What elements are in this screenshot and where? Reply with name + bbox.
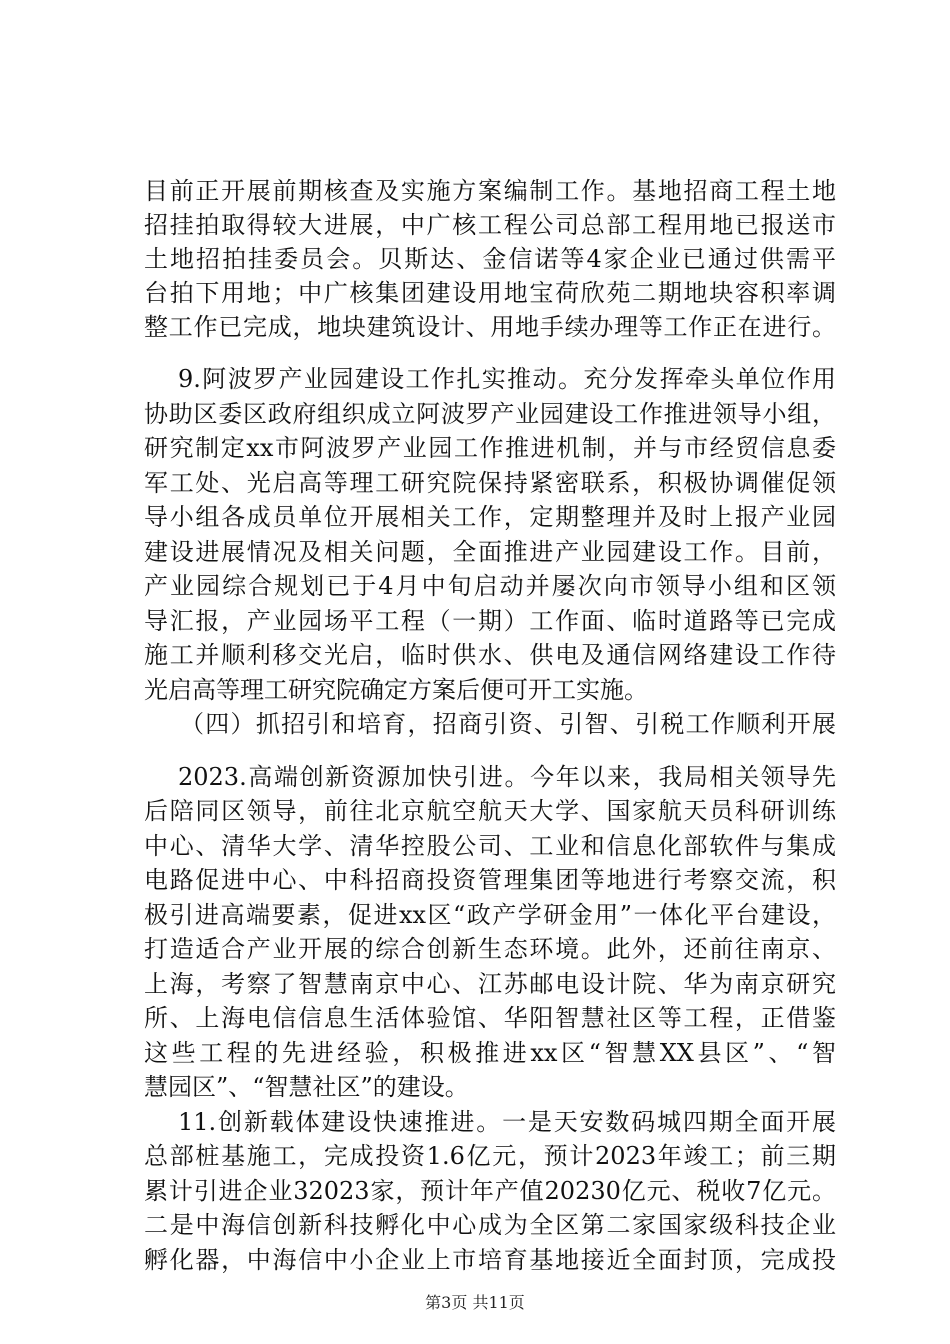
text-line-content: 整工作已完成，地块建筑设计、用地手续办理等工作正在进行。 bbox=[144, 313, 836, 341]
text-line-content: 产业园综合规划已于4月中旬启动并屡次向市领导小组和区领 bbox=[144, 572, 836, 600]
text-line bbox=[0, 242, 950, 276]
text-line bbox=[0, 500, 950, 534]
text-line bbox=[0, 898, 950, 932]
text-line-content: 孵化器，中海信中小企业上市培育基地接近全面封顶，完成投 bbox=[144, 1246, 836, 1274]
text-line bbox=[0, 1001, 950, 1035]
text-line bbox=[0, 431, 950, 465]
text-line-content: 电路促进中心、中科招商投资管理集团等地进行考察交流，积 bbox=[144, 866, 836, 894]
text-line-content: 光启高等理工研究院确定方案后便可开工实施。 bbox=[144, 676, 648, 704]
text-line bbox=[0, 1139, 950, 1173]
text-line bbox=[0, 932, 950, 966]
paragraph-start-line bbox=[0, 1105, 950, 1139]
text-line bbox=[0, 310, 950, 344]
text-line bbox=[0, 569, 950, 603]
text-line-content: 这些工程的先进经验，积极推进xx区“智慧XX县区”、“智 bbox=[144, 1039, 836, 1067]
text-line-content: 导汇报，产业园场平工程（一期）工作面、临时道路等已完成 bbox=[144, 607, 836, 635]
text-line-content: 建设进展情况及相关问题，全面推进产业园建设工作。目前， bbox=[144, 538, 836, 566]
text-line-content: 慧园区”、“智慧社区”的建设。 bbox=[144, 1073, 469, 1101]
page-number-footer: 第3页 共11页 bbox=[425, 1293, 525, 1312]
section-heading bbox=[0, 707, 950, 741]
text-line-content: 上海，考察了智慧南京中心、江苏邮电设计院、华为南京研究 bbox=[144, 970, 836, 998]
text-line-content: 导小组各成员单位开展相关工作，定期整理并及时上报产业园 bbox=[144, 503, 836, 531]
text-line bbox=[0, 863, 950, 897]
text-line-content: 后陪同区领导，前往北京航空航天大学、国家航天员科研训练 bbox=[144, 797, 836, 825]
text-line bbox=[0, 829, 950, 863]
paragraph-start-line bbox=[0, 760, 950, 794]
text-line-content: 总部桩基施工，完成投资1.6亿元，预计2023年竣工；前三期 bbox=[144, 1142, 836, 1170]
text-line bbox=[0, 794, 950, 828]
text-line-content: 累计引进企业32023家，预计年产值20230亿元、税收7亿元。 bbox=[144, 1177, 836, 1205]
text-line bbox=[0, 1070, 950, 1104]
text-line-content: 施工并顺利移交光启，临时供水、供电及通信网络建设工作待 bbox=[144, 641, 836, 669]
text-line bbox=[0, 1208, 950, 1242]
text-line-content: 军工处、光启高等理工研究院保持紧密联系，积极协调催促领 bbox=[144, 469, 836, 497]
text-line bbox=[0, 174, 950, 208]
text-line bbox=[0, 1174, 950, 1208]
text-line-content: 台拍下用地；中广核集团建设用地宝荷欣苑二期地块容积率调 bbox=[144, 279, 836, 307]
text-line-content: 目前正开展前期核查及实施方案编制工作。基地招商工程土地 bbox=[144, 177, 836, 205]
text-line bbox=[0, 208, 950, 242]
text-line-content: 中心、清华大学、清华控股公司、工业和信息化部软件与集成 bbox=[144, 832, 836, 860]
text-line bbox=[0, 397, 950, 431]
text-line bbox=[0, 1036, 950, 1070]
text-line bbox=[0, 967, 950, 1001]
text-line-content: 协助区委区政府组织成立阿波罗产业园建设工作推进领导小组， bbox=[144, 400, 836, 428]
text-line bbox=[0, 1243, 950, 1277]
text-line-content: 招挂拍取得较大进展，中广核工程公司总部工程用地已报送市 bbox=[144, 211, 836, 239]
text-line-content: 土地招拍挂委员会。贝斯达、金信诺等4家企业已通过供需平 bbox=[144, 245, 836, 273]
text-line-content: 研究制定xx市阿波罗产业园工作推进机制，并与市经贸信息委 bbox=[144, 434, 836, 462]
text-line bbox=[0, 604, 950, 638]
text-line-content: 极引进高端要素，促进xx区“政产学研金用”一体化平台建设， bbox=[144, 901, 836, 929]
text-line-content: 打造适合产业开展的综合创新生态环境。此外，还前往南京、 bbox=[144, 935, 836, 963]
text-line bbox=[0, 276, 950, 310]
text-line bbox=[0, 535, 950, 569]
text-line-content: 所、上海电信信息生活体验馆、华阳智慧社区等工程，正借鉴 bbox=[144, 1004, 836, 1032]
text-line-content: 2023.高端创新资源加快引进。今年以来，我局相关领导先 bbox=[178, 763, 836, 791]
text-line bbox=[0, 673, 950, 707]
text-line bbox=[0, 466, 950, 500]
text-line-content: 9.阿波罗产业园建设工作扎实推动。充分发挥牵头单位作用 bbox=[178, 365, 836, 393]
text-line bbox=[0, 638, 950, 672]
section-heading-text: （四）抓招引和培育，招商引资、引智、引税工作顺利开展 bbox=[180, 710, 836, 738]
text-line-content: 11.创新载体建设快速推进。一是天安数码城四期全面开展 bbox=[178, 1108, 836, 1136]
paragraph-start-line bbox=[0, 362, 950, 396]
text-line-content: 二是中海信创新科技孵化中心成为全区第二家国家级科技企业 bbox=[144, 1211, 836, 1239]
